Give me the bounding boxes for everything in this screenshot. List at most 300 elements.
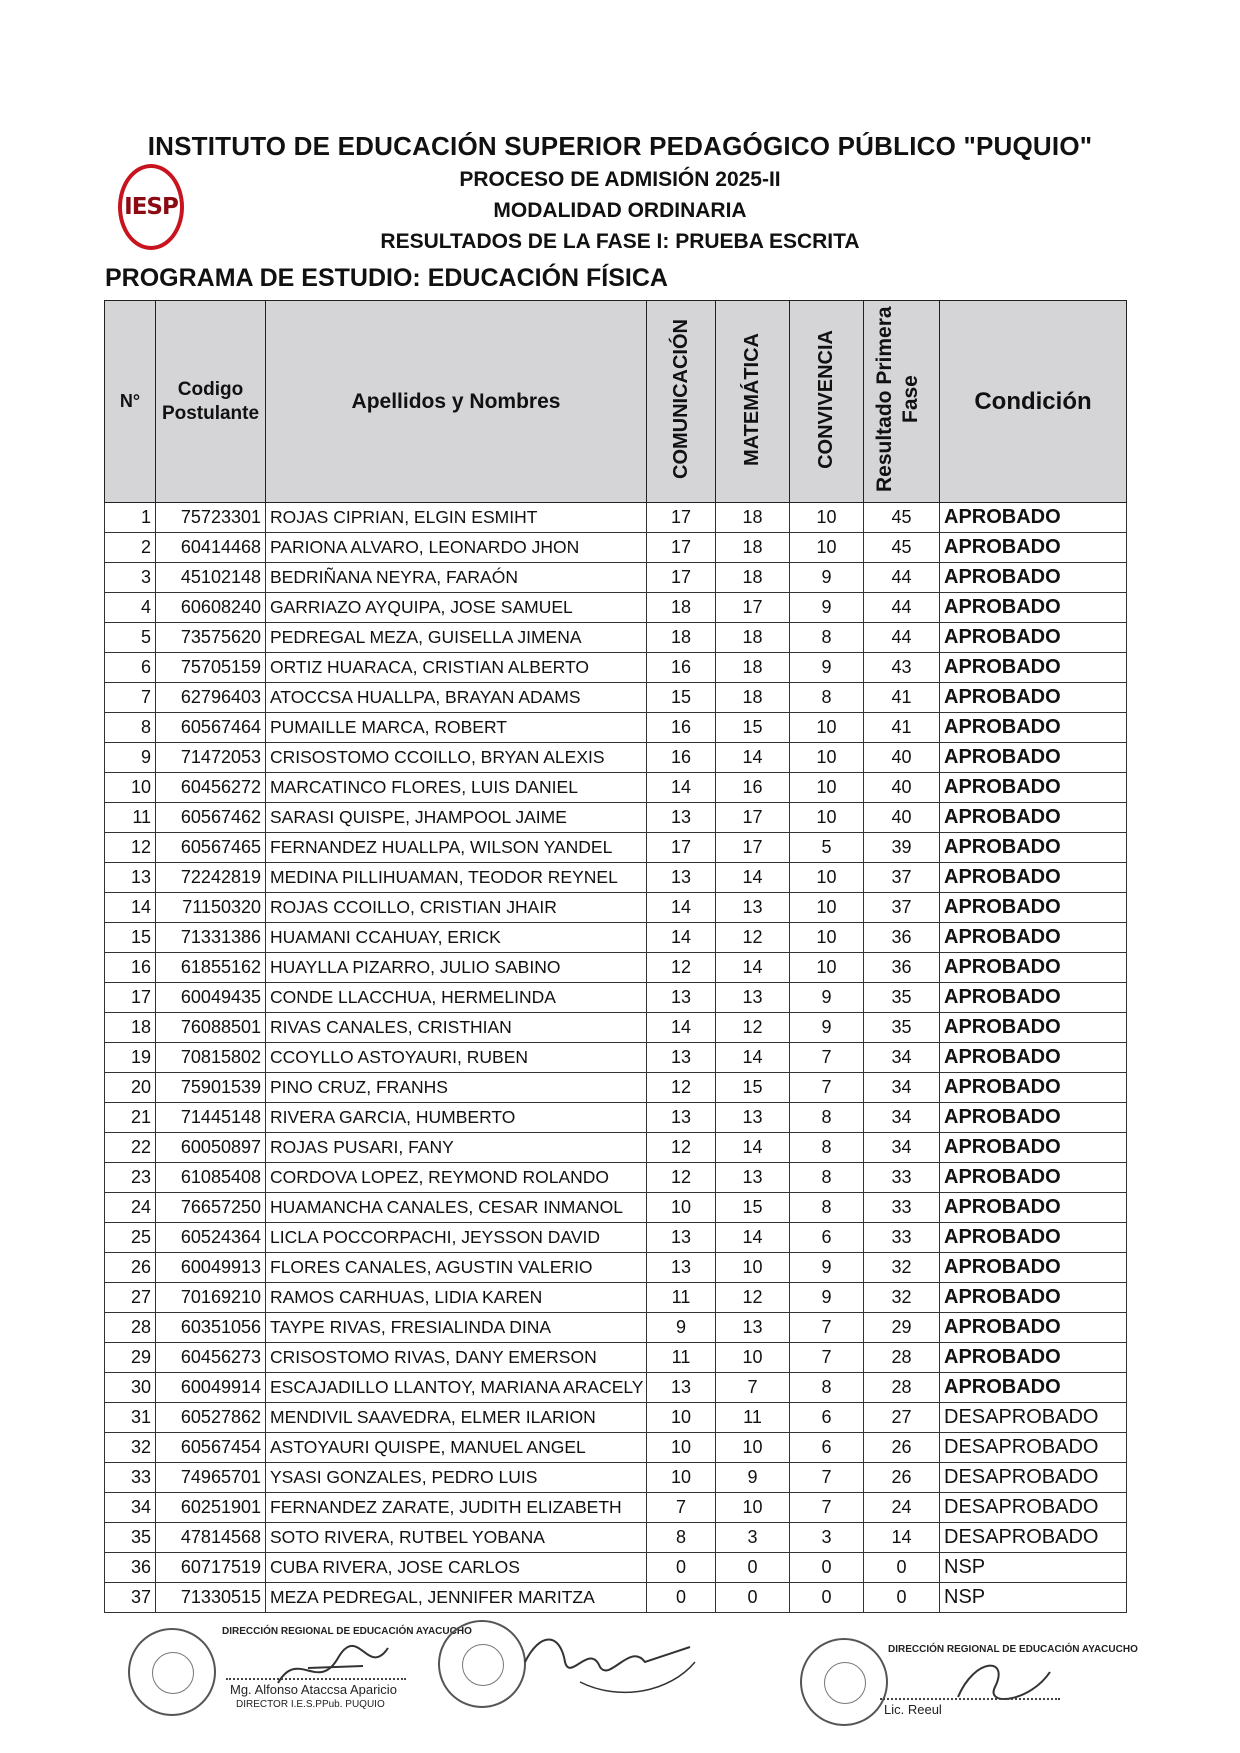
applicant-code: 60456273 [156,1343,266,1373]
score-convivencia: 6 [790,1223,864,1253]
score-matematica: 0 [716,1583,790,1613]
score-comunicacion: 14 [647,1013,716,1043]
table-row [105,1523,1127,1553]
applicant-name: RIVAS CANALES, CRISTHIAN [266,1013,647,1043]
condition-status: NSP [940,1583,1127,1613]
score-resultado: 44 [864,593,940,623]
score-convivencia: 8 [790,683,864,713]
applicant-name: CONDE LLACCHUA, HERMELINDA [266,983,647,1013]
score-resultado: 32 [864,1253,940,1283]
condition-status: APROBADO [940,773,1127,803]
header-name: Apellidos y Nombres [266,301,647,503]
score-convivencia: 6 [790,1403,864,1433]
table-row [105,1283,1127,1313]
applicant-code: 73575620 [156,623,266,653]
score-matematica: 13 [716,1163,790,1193]
applicant-name: PUMAILLE MARCA, ROBERT [266,713,647,743]
score-convivencia: 0 [790,1583,864,1613]
row-number: 33 [105,1463,156,1493]
condition-status: APROBADO [940,533,1127,563]
score-matematica: 13 [716,893,790,923]
score-convivencia: 10 [790,893,864,923]
right-seal [800,1638,888,1726]
table-row [105,1193,1127,1223]
left-signer-role: DIRECTOR I.E.S.PPub. PUQUIO [236,1699,385,1710]
applicant-name: ROJAS PUSARI, FANY [266,1133,647,1163]
score-comunicacion: 8 [647,1523,716,1553]
applicant-name: MEZA PEDREGAL, JENNIFER MARITZA [266,1583,647,1613]
score-comunicacion: 13 [647,1043,716,1073]
table-row [105,833,1127,863]
score-comunicacion: 13 [647,1373,716,1403]
header-convivencia: CONVIVENCIA [790,301,864,503]
score-matematica: 14 [716,1133,790,1163]
table-row [105,773,1127,803]
applicant-name: CORDOVA LOPEZ, REYMOND ROLANDO [266,1163,647,1193]
score-resultado: 45 [864,533,940,563]
score-resultado: 43 [864,653,940,683]
score-matematica: 12 [716,923,790,953]
score-matematica: 14 [716,863,790,893]
score-matematica: 0 [716,1553,790,1583]
applicant-name: MEDINA PILLIHUAMAN, TEODOR REYNEL [266,863,647,893]
score-convivencia: 9 [790,593,864,623]
condition-status: DESAPROBADO [940,1433,1127,1463]
score-comunicacion: 16 [647,713,716,743]
applicant-name: SARASI QUISPE, JHAMPOOL JAIME [266,803,647,833]
score-resultado: 45 [864,503,940,533]
condition-status: APROBADO [940,503,1127,533]
table-row [105,1433,1127,1463]
table-row [105,1163,1127,1193]
condition-status: APROBADO [940,1223,1127,1253]
table-header-row [105,301,1127,503]
score-comunicacion: 13 [647,1253,716,1283]
score-resultado: 37 [864,863,940,893]
score-resultado: 34 [864,1103,940,1133]
left-signature-line [226,1678,406,1680]
condition-status: APROBADO [940,1163,1127,1193]
applicant-code: 60414468 [156,533,266,563]
row-number: 20 [105,1073,156,1103]
score-resultado: 33 [864,1193,940,1223]
score-matematica: 15 [716,1193,790,1223]
score-matematica: 10 [716,1253,790,1283]
applicant-name: HUAMANCHA CANALES, CESAR INMANOL [266,1193,647,1223]
right-stamp-title: DIRECCIÓN REGIONAL DE EDUCACIÓN AYACUCHO [888,1644,1138,1655]
table-row [105,1253,1127,1283]
row-number: 8 [105,713,156,743]
applicant-name: ROJAS CIPRIAN, ELGIN ESMIHT [266,503,647,533]
row-number: 6 [105,653,156,683]
applicant-code: 74965701 [156,1463,266,1493]
table-row [105,1313,1127,1343]
score-resultado: 41 [864,683,940,713]
score-comunicacion: 13 [647,803,716,833]
applicant-code: 76088501 [156,1013,266,1043]
condition-status: APROBADO [940,563,1127,593]
applicant-name: YSASI GONZALES, PEDRO LUIS [266,1463,647,1493]
row-number: 13 [105,863,156,893]
row-number: 18 [105,1013,156,1043]
score-comunicacion: 0 [647,1553,716,1583]
row-number: 37 [105,1583,156,1613]
table-row [105,743,1127,773]
score-matematica: 18 [716,623,790,653]
table-row [105,1553,1127,1583]
score-matematica: 15 [716,713,790,743]
condition-status: NSP [940,1553,1127,1583]
score-matematica: 17 [716,803,790,833]
row-number: 9 [105,743,156,773]
score-resultado: 26 [864,1433,940,1463]
score-convivencia: 5 [790,833,864,863]
left-signer-name: Mg. Alfonso Ataccsa Aparicio [230,1682,397,1697]
score-convivencia: 8 [790,1373,864,1403]
score-matematica: 11 [716,1403,790,1433]
score-resultado: 36 [864,923,940,953]
row-number: 23 [105,1163,156,1193]
score-matematica: 7 [716,1373,790,1403]
score-matematica: 13 [716,1103,790,1133]
score-comunicacion: 12 [647,953,716,983]
score-comunicacion: 9 [647,1313,716,1343]
applicant-code: 60527862 [156,1403,266,1433]
applicant-code: 60050897 [156,1133,266,1163]
table-row [105,1013,1127,1043]
condition-status: APROBADO [940,743,1127,773]
applicant-code: 71445148 [156,1103,266,1133]
score-matematica: 14 [716,743,790,773]
applicant-name: FLORES CANALES, AGUSTIN VALERIO [266,1253,647,1283]
results-body [105,503,1127,1613]
condition-status: APROBADO [940,683,1127,713]
score-comunicacion: 14 [647,923,716,953]
score-resultado: 0 [864,1583,940,1613]
row-number: 22 [105,1133,156,1163]
score-matematica: 17 [716,833,790,863]
score-resultado: 34 [864,1043,940,1073]
score-resultado: 34 [864,1133,940,1163]
score-resultado: 29 [864,1313,940,1343]
score-convivencia: 10 [790,503,864,533]
row-number: 36 [105,1553,156,1583]
applicant-code: 60567465 [156,833,266,863]
score-resultado: 28 [864,1373,940,1403]
applicant-code: 60049435 [156,983,266,1013]
applicant-name: CCOYLLO ASTOYAURI, RUBEN [266,1043,647,1073]
institution-logo [118,164,184,250]
table-row [105,1403,1127,1433]
score-resultado: 0 [864,1553,940,1583]
applicant-name: ATOCCSA HUALLPA, BRAYAN ADAMS [266,683,647,713]
score-comunicacion: 13 [647,983,716,1013]
score-matematica: 12 [716,1013,790,1043]
score-resultado: 37 [864,893,940,923]
score-resultado: 24 [864,1493,940,1523]
score-convivencia: 0 [790,1553,864,1583]
institution-title: INSTITUTO DE EDUCACIÓN SUPERIOR PEDAGÓGICO PÚBLICO "PUQUIO" [147,131,1093,161]
logo-text: IESP [124,194,178,220]
score-resultado: 44 [864,623,940,653]
condition-status: APROBADO [940,803,1127,833]
table-row [105,893,1127,923]
row-number: 30 [105,1373,156,1403]
score-convivencia: 10 [790,923,864,953]
row-number: 25 [105,1223,156,1253]
score-resultado: 33 [864,1223,940,1253]
admission-process: PROCESO DE ADMISIÓN 2025-II [459,168,781,191]
condition-status: APROBADO [940,953,1127,983]
score-convivencia: 8 [790,623,864,653]
row-number: 2 [105,533,156,563]
table-row [105,683,1127,713]
score-matematica: 14 [716,1043,790,1073]
score-comunicacion: 14 [647,773,716,803]
table-row [105,1583,1127,1613]
row-number: 27 [105,1283,156,1313]
score-resultado: 14 [864,1523,940,1553]
condition-status: APROBADO [940,713,1127,743]
score-comunicacion: 17 [647,503,716,533]
score-matematica: 18 [716,653,790,683]
score-convivencia: 9 [790,983,864,1013]
left-stamp-title: DIRECCIÓN REGIONAL DE EDUCACIÓN AYACUCHO [222,1626,472,1637]
score-convivencia: 7 [790,1343,864,1373]
score-matematica: 18 [716,503,790,533]
score-comunicacion: 11 [647,1343,716,1373]
row-number: 29 [105,1343,156,1373]
applicant-code: 45102148 [156,563,266,593]
score-convivencia: 8 [790,1133,864,1163]
study-program: PROGRAMA DE ESTUDIO: EDUCACIÓN FÍSICA [105,264,668,292]
score-convivencia: 10 [790,773,864,803]
row-number: 21 [105,1103,156,1133]
applicant-code: 60524364 [156,1223,266,1253]
table-row [105,623,1127,653]
score-comunicacion: 7 [647,1493,716,1523]
score-comunicacion: 10 [647,1403,716,1433]
table-row [105,953,1127,983]
applicant-code: 71331386 [156,923,266,953]
table-row [105,1463,1127,1493]
score-convivencia: 8 [790,1163,864,1193]
score-matematica: 14 [716,1223,790,1253]
header-matematica: MATEMÁTICA [716,301,790,503]
score-comunicacion: 17 [647,533,716,563]
score-comunicacion: 12 [647,1073,716,1103]
score-matematica: 13 [716,1313,790,1343]
applicant-name: BEDRIÑANA NEYRA, FARAÓN [266,563,647,593]
applicant-code: 60351056 [156,1313,266,1343]
row-number: 26 [105,1253,156,1283]
score-matematica: 13 [716,983,790,1013]
score-convivencia: 6 [790,1433,864,1463]
score-comunicacion: 13 [647,1103,716,1133]
row-number: 34 [105,1493,156,1523]
condition-status: APROBADO [940,1313,1127,1343]
header-resultado: Resultado Primera Fase [864,301,940,503]
row-number: 5 [105,623,156,653]
table-row [105,863,1127,893]
applicant-name: CRISOSTOMO RIVAS, DANY EMERSON [266,1343,647,1373]
document-header [0,128,1240,257]
table-row [105,1223,1127,1253]
score-convivencia: 9 [790,1283,864,1313]
score-convivencia: 9 [790,563,864,593]
applicant-name: ROJAS CCOILLO, CRISTIAN JHAIR [266,893,647,923]
applicant-code: 60717519 [156,1553,266,1583]
score-comunicacion: 18 [647,623,716,653]
applicant-code: 60251901 [156,1493,266,1523]
header-comunicacion: COMUNICACIÓN [647,301,716,503]
row-number: 16 [105,953,156,983]
applicant-code: 70815802 [156,1043,266,1073]
score-matematica: 18 [716,533,790,563]
table-row [105,803,1127,833]
row-number: 4 [105,593,156,623]
score-comunicacion: 13 [647,1223,716,1253]
applicant-name: RAMOS CARHUAS, LIDIA KAREN [266,1283,647,1313]
score-comunicacion: 18 [647,593,716,623]
applicant-code: 72242819 [156,863,266,893]
score-comunicacion: 13 [647,863,716,893]
applicant-code: 71330515 [156,1583,266,1613]
score-resultado: 44 [864,563,940,593]
row-number: 10 [105,773,156,803]
applicant-name: RIVERA GARCIA, HUMBERTO [266,1103,647,1133]
score-resultado: 35 [864,983,940,1013]
row-number: 11 [105,803,156,833]
score-resultado: 26 [864,1463,940,1493]
row-number: 19 [105,1043,156,1073]
applicant-name: ORTIZ HUARACA, CRISTIAN ALBERTO [266,653,647,683]
score-comunicacion: 10 [647,1193,716,1223]
condition-status: APROBADO [940,983,1127,1013]
applicant-name: HUAYLLA PIZARRO, JULIO SABINO [266,953,647,983]
score-resultado: 34 [864,1073,940,1103]
center-signature [520,1622,700,1702]
condition-status: APROBADO [940,893,1127,923]
applicant-code: 60567464 [156,713,266,743]
applicant-name: MARCATINCO FLORES, LUIS DANIEL [266,773,647,803]
table-row [105,983,1127,1013]
table-row [105,653,1127,683]
condition-status: DESAPROBADO [940,1463,1127,1493]
applicant-code: 62796403 [156,683,266,713]
condition-status: DESAPROBADO [940,1493,1127,1523]
score-convivencia: 7 [790,1493,864,1523]
score-convivencia: 10 [790,713,864,743]
condition-status: APROBADO [940,1043,1127,1073]
applicant-name: CRISOSTOMO CCOILLO, BRYAN ALEXIS [266,743,647,773]
row-number: 31 [105,1403,156,1433]
score-matematica: 16 [716,773,790,803]
table-row [105,923,1127,953]
score-comunicacion: 10 [647,1463,716,1493]
row-number: 28 [105,1313,156,1343]
applicant-name: SOTO RIVERA, RUTBEL YOBANA [266,1523,647,1553]
score-comunicacion: 17 [647,563,716,593]
table-row [105,1373,1127,1403]
score-resultado: 27 [864,1403,940,1433]
applicant-name: PINO CRUZ, FRANHS [266,1073,647,1103]
score-convivencia: 10 [790,743,864,773]
table-row [105,713,1127,743]
applicant-code: 75705159 [156,653,266,683]
applicant-name: TAYPE RIVAS, FRESIALINDA DINA [266,1313,647,1343]
condition-status: APROBADO [940,923,1127,953]
applicant-code: 60567462 [156,803,266,833]
applicant-code: 60049914 [156,1373,266,1403]
applicant-code: 71150320 [156,893,266,923]
condition-status: APROBADO [940,1283,1127,1313]
condition-status: APROBADO [940,1073,1127,1103]
score-matematica: 12 [716,1283,790,1313]
score-resultado: 40 [864,773,940,803]
score-matematica: 15 [716,1073,790,1103]
condition-status: APROBADO [940,1373,1127,1403]
header-number: N° [105,301,156,503]
condition-status: APROBADO [940,1193,1127,1223]
score-convivencia: 10 [790,953,864,983]
condition-status: APROBADO [940,623,1127,653]
score-convivencia: 8 [790,1193,864,1223]
table-row [105,1133,1127,1163]
score-resultado: 36 [864,953,940,983]
score-comunicacion: 17 [647,833,716,863]
row-number: 15 [105,923,156,953]
applicant-code: 76657250 [156,1193,266,1223]
signature-area [0,1618,1240,1753]
applicant-name: HUAMANI CCAHUAY, ERICK [266,923,647,953]
score-resultado: 28 [864,1343,940,1373]
row-number: 32 [105,1433,156,1463]
table-row [105,1343,1127,1373]
condition-status: APROBADO [940,833,1127,863]
row-number: 35 [105,1523,156,1553]
score-convivencia: 9 [790,1013,864,1043]
applicant-name: FERNANDEZ ZARATE, JUDITH ELIZABETH [266,1493,647,1523]
score-comunicacion: 11 [647,1283,716,1313]
row-number: 14 [105,893,156,923]
score-convivencia: 7 [790,1313,864,1343]
row-number: 12 [105,833,156,863]
score-resultado: 41 [864,713,940,743]
score-resultado: 39 [864,833,940,863]
applicant-code: 60608240 [156,593,266,623]
applicant-name: ASTOYAURI QUISPE, MANUEL ANGEL [266,1433,647,1463]
score-comunicacion: 15 [647,683,716,713]
score-resultado: 40 [864,743,940,773]
score-comunicacion: 16 [647,653,716,683]
row-number: 24 [105,1193,156,1223]
condition-status: DESAPROBADO [940,1403,1127,1433]
score-matematica: 10 [716,1433,790,1463]
modality: MODALIDAD ORDINARIA [493,199,747,222]
right-signature [950,1652,1060,1712]
applicant-name: FERNANDEZ HUALLPA, WILSON YANDEL [266,833,647,863]
score-comunicacion: 14 [647,893,716,923]
score-resultado: 32 [864,1283,940,1313]
phase-results: RESULTADOS DE LA FASE I: PRUEBA ESCRITA [380,230,860,253]
header-condicion: Condición [940,301,1127,503]
results-table [104,300,1127,1613]
applicant-name: CUBA RIVERA, JOSE CARLOS [266,1553,647,1583]
condition-status: APROBADO [940,863,1127,893]
condition-status: APROBADO [940,1103,1127,1133]
score-matematica: 3 [716,1523,790,1553]
